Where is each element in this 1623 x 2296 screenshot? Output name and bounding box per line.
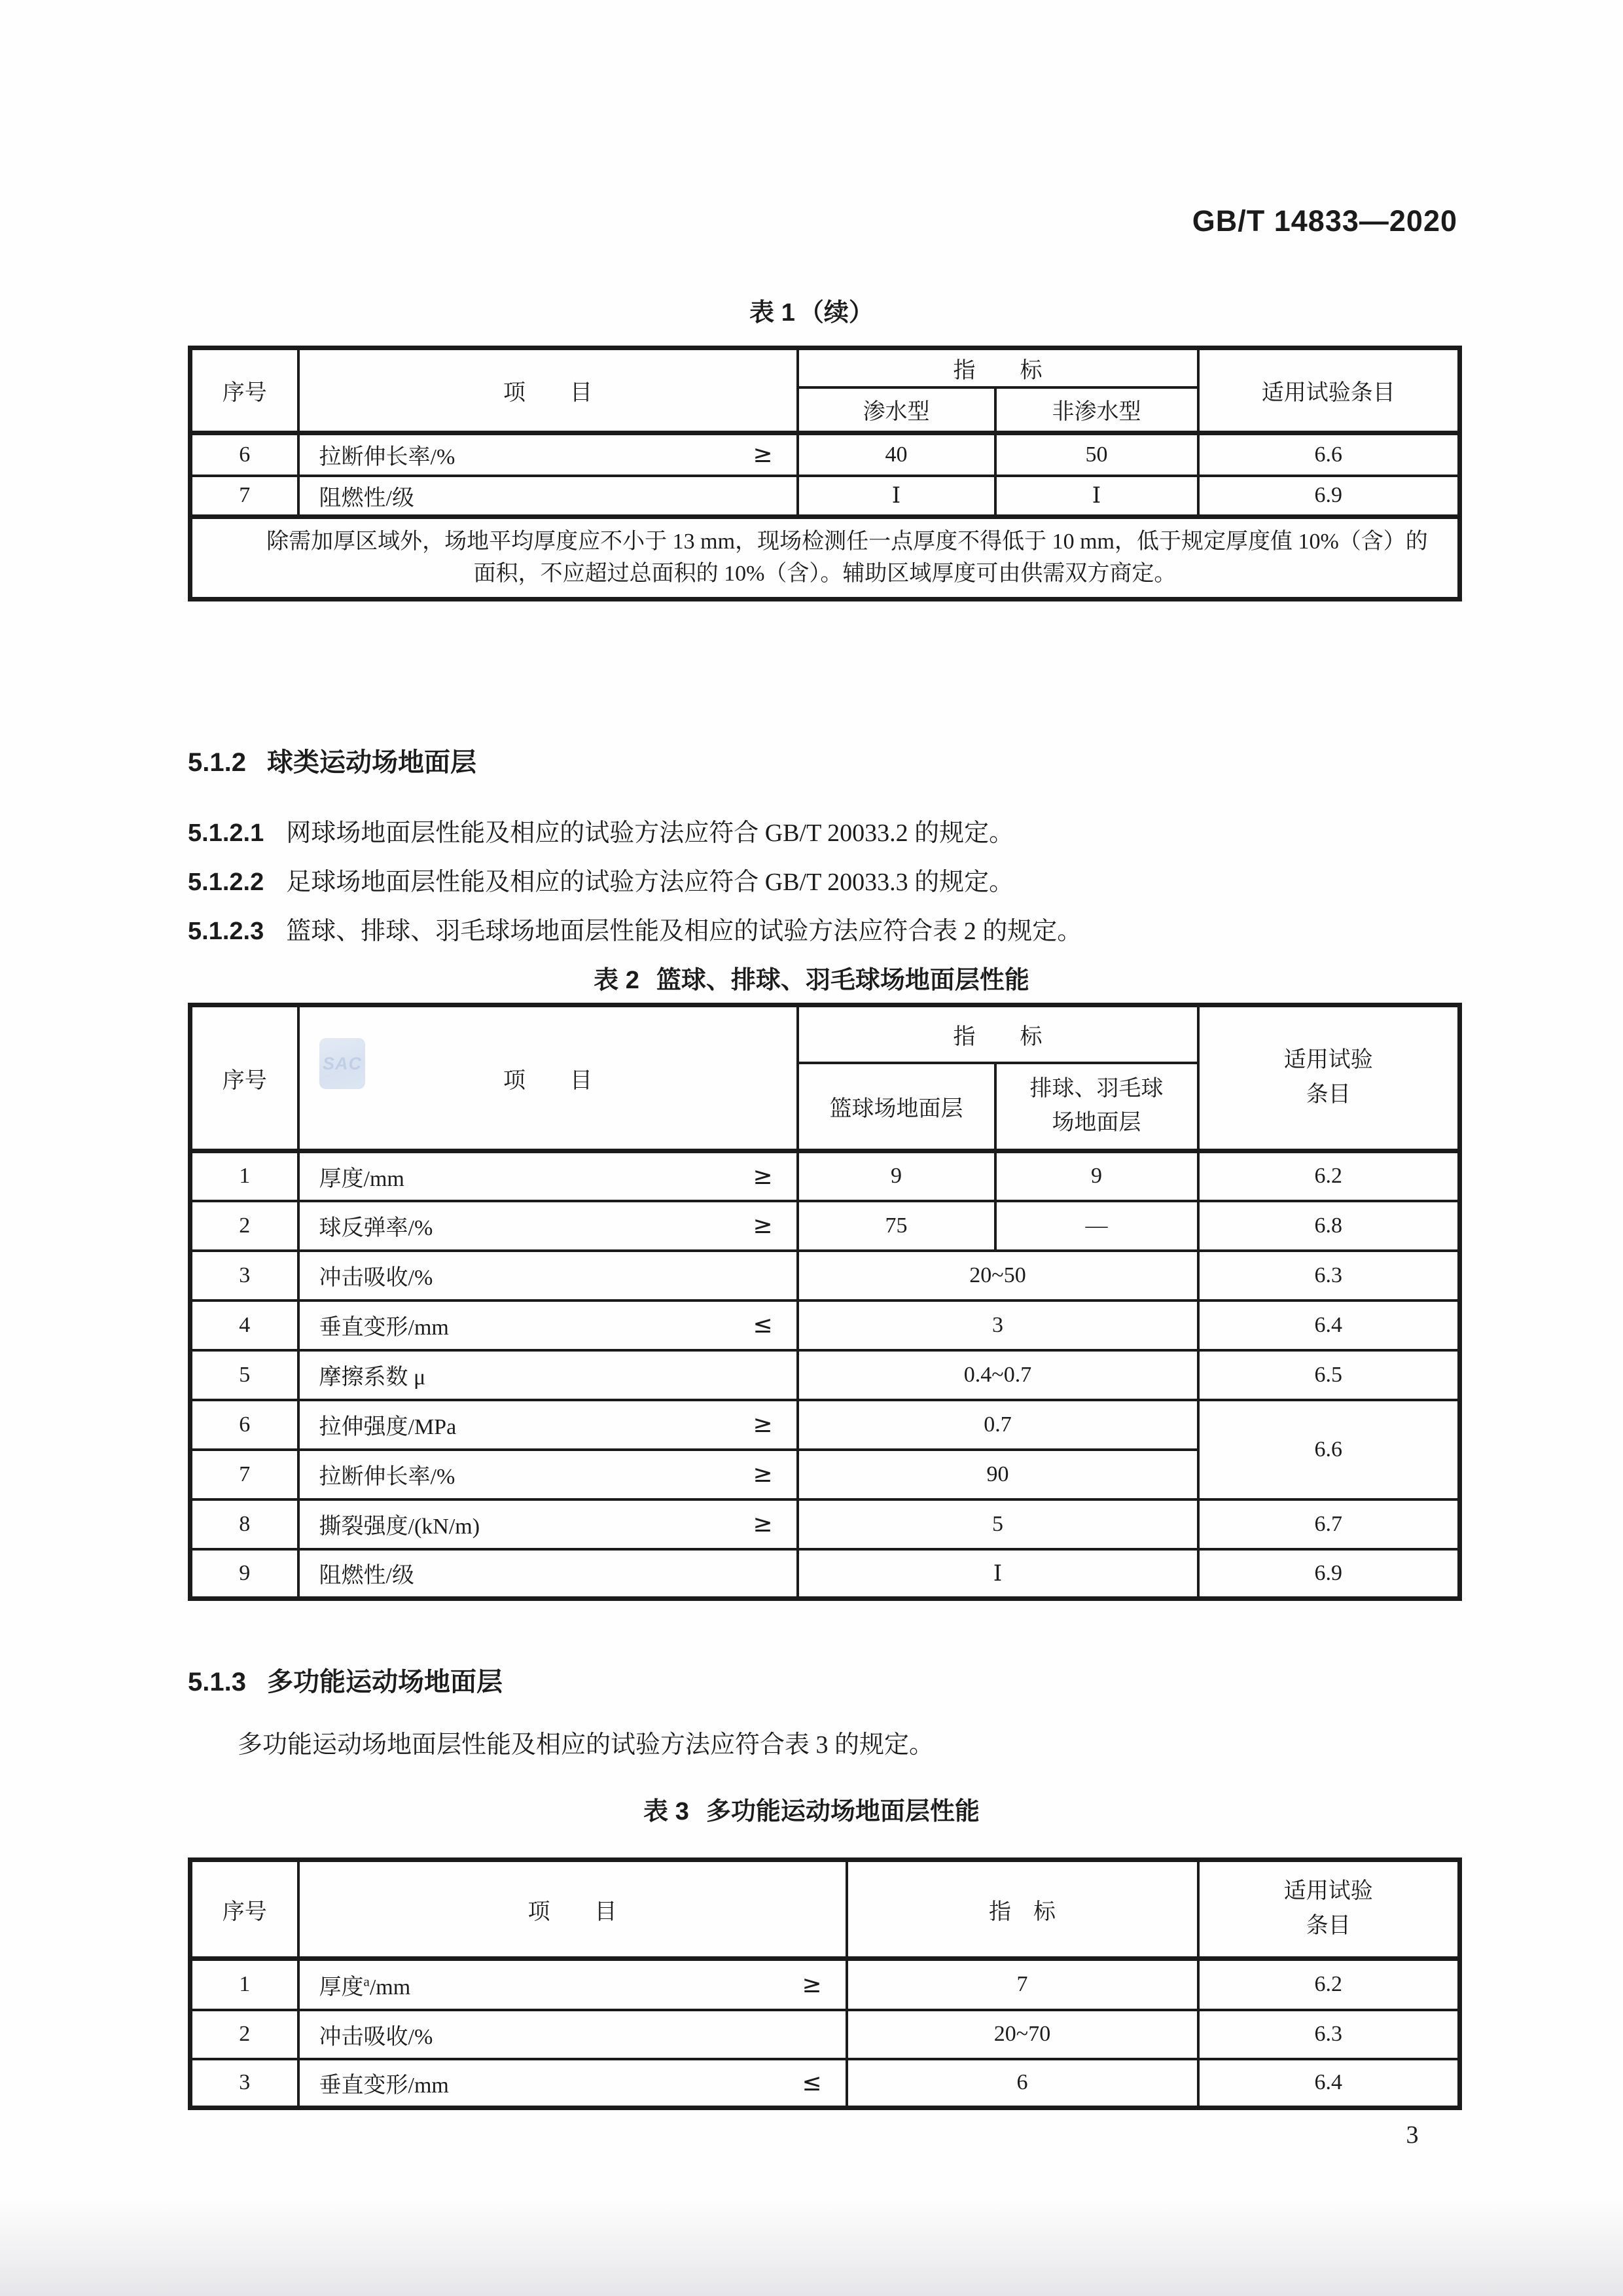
table-cell: 项 目 <box>298 348 798 433</box>
table-row <box>190 1005 1460 1063</box>
table-cell: 序号 <box>190 1860 298 1959</box>
scan-shadow <box>0 2198 1623 2296</box>
table-row <box>190 1400 1460 1450</box>
table-cell: 20~50 <box>798 1251 1198 1300</box>
table-row <box>190 1860 1460 1959</box>
table-cell: 指 标 <box>798 1005 1198 1063</box>
table-cell <box>298 1499 798 1549</box>
table-cell <box>298 2010 847 2059</box>
comparison-symbol: ≥ <box>753 1411 773 1438</box>
table-cell <box>1198 1005 1460 1151</box>
clause-text: 多功能运动场地面层性能及相应的试验方法应符合表 3 的规定。 <box>238 1731 935 1759</box>
table-cell: 6.8 <box>1198 1201 1460 1251</box>
table-row <box>190 517 1460 600</box>
table2-title-number: 表 2 <box>594 967 639 994</box>
comparison-symbol: ≥ <box>802 1971 822 1998</box>
table-cell: 非渗水型 <box>995 387 1198 433</box>
table-cell: 0.4~0.7 <box>798 1350 1198 1400</box>
table3-title <box>0 1791 1623 1827</box>
table1-container <box>188 346 1462 601</box>
table-cell: 指 标 <box>798 348 1198 387</box>
table-cell: 6.9 <box>1198 1549 1460 1599</box>
table-cell: 6 <box>190 433 298 476</box>
table1-title-number: 表 1 <box>749 299 795 327</box>
clause-text: 篮球、排球、羽毛球场地面层性能及相应的试验方法应符合表 2 的规定。 <box>286 918 1082 945</box>
table-cell: 6.6 <box>1198 1400 1460 1499</box>
table-cell <box>298 1959 847 2010</box>
table-cell: 适用试验条目 <box>1198 348 1460 433</box>
table-cell: 7 <box>190 476 298 517</box>
two-line-header: 适用试验 条目 <box>1283 1879 1373 1938</box>
item-label: 厚度$^a$/mm <box>319 1973 411 2000</box>
table-cell: 3 <box>190 2059 298 2108</box>
table-cell <box>298 476 798 517</box>
clause-number: 5.1.2.1 <box>188 819 264 847</box>
item-label: 垂直变形/mm <box>319 1316 449 1340</box>
table-cell: 5 <box>190 1350 298 1400</box>
two-line-header: 排球、羽毛球 场地面层 <box>1029 1076 1164 1136</box>
page-number: 3 <box>1406 2121 1419 2149</box>
table3-title-number: 表 3 <box>643 1798 689 1825</box>
table-cell: — <box>995 1201 1198 1251</box>
table-cell: 6.7 <box>1198 1499 1460 1549</box>
table3-title-caption: 多功能运动场地面层性能 <box>705 1798 980 1825</box>
item-label: 拉伸强度/MPa <box>319 1415 457 1439</box>
table-row <box>190 1251 1460 1300</box>
table-note-cell <box>190 517 1460 600</box>
table-cell: 1 <box>190 1151 298 1201</box>
table-cell: 5 <box>798 1499 1198 1549</box>
table-row <box>190 1959 1460 2010</box>
clause-number: 5.1.2 <box>188 748 246 777</box>
comparison-symbol: ≥ <box>753 1511 773 1537</box>
table2-title-caption: 篮球、排球、羽毛球场地面层性能 <box>656 967 1029 994</box>
table-row <box>190 1151 1460 1201</box>
table-cell <box>298 1300 798 1350</box>
table-row <box>190 1201 1460 1251</box>
table-cell: 6.3 <box>1198 2010 1460 2059</box>
table-cell: 7 <box>847 1959 1198 2010</box>
table-cell: 2 <box>190 1201 298 1251</box>
table-cell: 6 <box>190 1400 298 1450</box>
clause-text: 足球场地面层性能及相应的试验方法应符合 GB/T 20033.3 的规定。 <box>286 869 1014 896</box>
table-row <box>190 1300 1460 1350</box>
table-row <box>190 1499 1460 1549</box>
table3-grid <box>188 1857 1462 2110</box>
table-cell: Ⅰ <box>798 476 995 517</box>
table-cell: 0.7 <box>798 1400 1198 1450</box>
table-cell <box>298 1450 798 1499</box>
item-label: 厚度/mm <box>319 1166 404 1191</box>
table-cell: 序号 <box>190 1005 298 1151</box>
table-cell: 90 <box>798 1450 1198 1499</box>
table-cell: 项 目 <box>298 1005 798 1151</box>
table3-container <box>188 1857 1462 2110</box>
comparison-symbol: ≥ <box>753 1162 773 1190</box>
table-cell: 3 <box>190 1251 298 1300</box>
table-cell <box>298 1549 798 1599</box>
table-cell: 9 <box>190 1549 298 1599</box>
table-cell: 6.2 <box>1198 1959 1460 2010</box>
table-row <box>190 2059 1460 2108</box>
table2-container <box>188 1003 1462 1601</box>
table-cell: Ⅰ <box>798 1549 1198 1599</box>
table-cell: 20~70 <box>847 2010 1198 2059</box>
table1-title-caption: （续） <box>798 299 874 327</box>
table-note-text: 除需加厚区域外，场地平均厚度应不小于 13 mm，现场检测任一点厚度不得低于 10 mm，低于规定厚度值 10%（含）的面积，不应超过总面积的 10%（含）。辅助区域厚度可由供需双方商定。 <box>266 529 1428 586</box>
table1-grid <box>188 346 1462 601</box>
clause-number: 5.1.2.2 <box>188 869 264 896</box>
clause-5-1-2-2 <box>188 861 1490 897</box>
table-cell: 40 <box>798 433 995 476</box>
table-cell: 指 标 <box>847 1860 1198 1959</box>
table1-title <box>0 292 1623 328</box>
item-label: 拉断伸长率/% <box>319 1465 455 1489</box>
table-cell: 序号 <box>190 348 298 433</box>
comparison-symbol: ≥ <box>753 1212 773 1239</box>
item-label: 阻燃性/级 <box>319 486 414 511</box>
table-cell: 6.4 <box>1198 1300 1460 1350</box>
table-cell <box>298 1151 798 1201</box>
item-label: 拉断伸长率/% <box>319 445 455 470</box>
table-cell <box>298 1251 798 1300</box>
comparison-symbol: ≥ <box>753 1461 773 1488</box>
clause-number: 5.1.3 <box>188 1668 246 1696</box>
table-cell: 50 <box>995 433 1198 476</box>
table-cell: 6 <box>847 2059 1198 2108</box>
sac-watermark-stamp: SAC <box>319 1038 365 1089</box>
table-cell: 6.4 <box>1198 2059 1460 2108</box>
clause-title: 多功能运动场地面层 <box>266 1668 503 1696</box>
table-cell: Ⅰ <box>995 476 1198 517</box>
comparison-symbol: ≤ <box>753 1312 773 1338</box>
table-cell <box>298 1400 798 1450</box>
table-cell: 6.6 <box>1198 433 1460 476</box>
item-label: 球反弹率/% <box>319 1216 433 1240</box>
table-cell: 8 <box>190 1499 298 1549</box>
clause-5-1-3-text <box>188 1724 1490 1760</box>
table-cell <box>298 1201 798 1251</box>
table-cell <box>298 433 798 476</box>
item-label: 垂直变形/mm <box>319 2073 449 2098</box>
item-label: 冲击吸收/% <box>319 2024 433 2049</box>
item-label: 阻燃性/级 <box>319 1564 414 1588</box>
table-row <box>190 476 1460 517</box>
table-cell: 75 <box>798 1201 995 1251</box>
table-row <box>190 1549 1460 1599</box>
table-row <box>190 2010 1460 2059</box>
table-row <box>190 1350 1460 1400</box>
table-cell: 6.5 <box>1198 1350 1460 1400</box>
item-label: 摩擦系数 μ <box>319 1365 426 1390</box>
clause-text: 网球场地面层性能及相应的试验方法应符合 GB/T 20033.2 的规定。 <box>286 819 1014 847</box>
table-cell: 4 <box>190 1300 298 1350</box>
clause-title: 球类运动场地面层 <box>266 748 476 777</box>
table-cell: 9 <box>798 1151 995 1201</box>
clause-5-1-2-3 <box>188 910 1490 946</box>
clause-5-1-2-1 <box>188 812 1490 848</box>
table-cell: 渗水型 <box>798 387 995 433</box>
table2-grid <box>188 1003 1462 1601</box>
table2-title <box>0 960 1623 996</box>
comparison-symbol: ≤ <box>802 2069 822 2096</box>
table-cell: 3 <box>798 1300 1198 1350</box>
clause-number: 5.1.2.3 <box>188 918 264 945</box>
item-label: 冲击吸收/% <box>319 1266 433 1290</box>
item-label: 撕裂强度/(kN/m) <box>319 1515 480 1539</box>
table-cell: 9 <box>995 1151 1198 1201</box>
table-cell <box>995 1063 1198 1151</box>
comparison-symbol: ≥ <box>753 441 773 469</box>
table-cell: 7 <box>190 1450 298 1499</box>
table-row <box>190 433 1460 476</box>
table-cell: 6.2 <box>1198 1151 1460 1201</box>
section-5-1-2-heading <box>188 742 1457 779</box>
table-cell: 篮球场地面层 <box>798 1063 995 1151</box>
doc-code: GB/T 14833—2020 <box>1192 204 1457 238</box>
table-cell: 1 <box>190 1959 298 2010</box>
table-cell <box>1198 1860 1460 1959</box>
table-cell: 6.9 <box>1198 476 1460 517</box>
table-cell: 2 <box>190 2010 298 2059</box>
table-cell: 6.3 <box>1198 1251 1460 1300</box>
two-line-header: 适用试验 条目 <box>1283 1048 1373 1107</box>
section-5-1-3-heading <box>188 1661 1457 1698</box>
table-cell: 项 目 <box>298 1860 847 1959</box>
table-cell <box>298 2059 847 2108</box>
table-row <box>190 348 1460 387</box>
table-cell <box>298 1350 798 1400</box>
